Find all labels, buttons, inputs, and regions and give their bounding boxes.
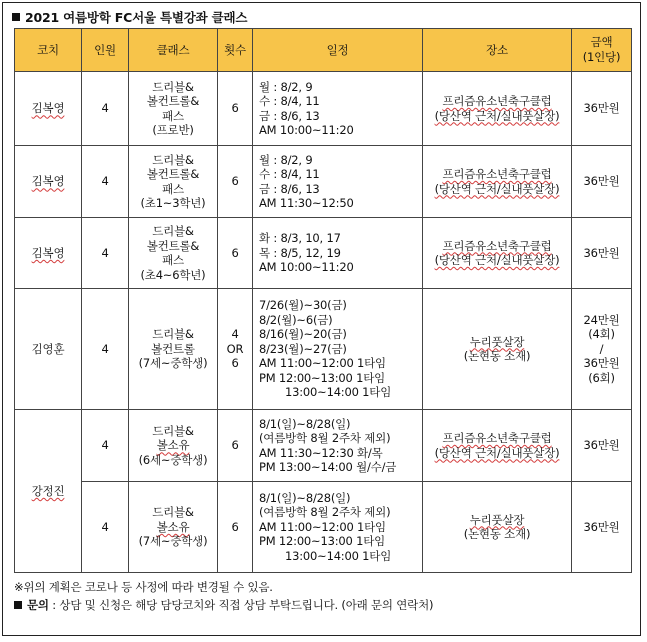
table-row	[15, 410, 632, 482]
header-class: 클래스	[129, 29, 218, 72]
inquiry-label: 문의	[27, 598, 49, 612]
count-cell: 4	[82, 410, 129, 482]
place-cell: 누리풋살장 (논현동 소재)	[423, 482, 572, 573]
table-row	[15, 218, 632, 289]
price-cell: 36만원	[572, 146, 632, 218]
place-cell: 프리즘유소년축구클럽 (당산역 근처/실내풋살장)	[423, 410, 572, 482]
schedule-cell: 월 : 8/2, 9 수 : 8/4, 11 금 : 8/6, 13 AM 11:30~12:50	[253, 146, 423, 218]
price-cell: 36만원	[572, 72, 632, 146]
count-cell: 4	[82, 146, 129, 218]
class-cell: 드리블& 볼컨트롤& 패스 (초1~3학년)	[129, 146, 218, 218]
coach-cell: 김복영	[15, 218, 82, 289]
count-cell: 4	[82, 72, 129, 146]
count-cell: 4	[82, 218, 129, 289]
class-cell: 드리블& 볼컨트롤 (7세~중학생)	[129, 289, 218, 410]
schedule-cell: 8/1(일)~8/28(일) (여름방학 8월 2주차 제외) AM 11:00~12:00 1타임 PM 12:00~13:00 1타임 13:00~14:00 1타임	[253, 482, 423, 573]
coach-cell: 강정진	[15, 410, 82, 573]
schedule-table	[14, 28, 632, 573]
times-cell: 6	[218, 146, 253, 218]
times-cell: 6	[218, 72, 253, 146]
price-cell: 24만원 (4회) / 36만원 (6회)	[572, 289, 632, 410]
place-cell: 프리즘유소년축구클럽 (당산역 근처/실내풋살장)	[423, 146, 572, 218]
header-place: 장소	[423, 29, 572, 72]
inquiry-text: : 상담 및 신청은 해당 담당코치와 직접 상담 부탁드립니다. (아래 문의 연락처)	[48, 598, 434, 612]
square-bullet-icon	[12, 13, 20, 21]
price-cell: 36만원	[572, 218, 632, 289]
table-row	[15, 72, 632, 146]
schedule-cell: 월 : 8/2, 9 수 : 8/4, 11 금 : 8/6, 13 AM 10:00~11:20	[253, 72, 423, 146]
header-price: 금액 (1인당)	[572, 29, 632, 72]
table-row	[15, 482, 632, 573]
header-times: 횟수	[218, 29, 253, 72]
schedule-cell: 7/26(월)~30(금) 8/2(월)~6(금) 8/16(월)~20(금) 8/23(월)~27(금) AM 11:00~12:00 1타임 PM 12:00~13:00 1타임 13:00~14:00 1타임	[253, 289, 423, 410]
footnotes	[14, 578, 433, 614]
table-header-row	[15, 29, 632, 72]
times-cell: 6	[218, 218, 253, 289]
count-cell: 4	[82, 482, 129, 573]
times-cell: 4 OR 6	[218, 289, 253, 410]
coach-cell: 김복영	[15, 72, 82, 146]
price-cell: 36만원	[572, 410, 632, 482]
table-row	[15, 146, 632, 218]
schedule-cell: 8/1(일)~8/28(일) (여름방학 8월 2주차 제외) AM 11:30~12:30 화/목 PM 13:00~14:00 월/수/금	[253, 410, 423, 482]
coach-cell: 김복영	[15, 146, 82, 218]
place-cell: 프리즘유소년축구클럽 (당산역 근처/실내풋살장)	[423, 218, 572, 289]
inquiry-note	[14, 596, 433, 614]
header-schedule: 일정	[253, 29, 423, 72]
header-count: 인원	[82, 29, 129, 72]
times-cell: 6	[218, 410, 253, 482]
place-cell: 프리즘유소년축구클럽 (당산역 근처/실내풋살장)	[423, 72, 572, 146]
class-cell: 드리블& 볼컨트롤& 패스 (프로반)	[129, 72, 218, 146]
count-cell: 4	[82, 289, 129, 410]
price-cell: 36만원	[572, 482, 632, 573]
place-cell: 누리풋살장 (논현동 소재)	[423, 289, 572, 410]
change-note: ※위의 계획은 코로나 등 사정에 따라 변경될 수 있음.	[14, 580, 273, 594]
class-title-text: 2021 여름방학 FC서울 특별강좌 클래스	[25, 10, 248, 25]
class-title	[12, 8, 247, 26]
times-cell: 6	[218, 482, 253, 573]
header-coach: 코치	[15, 29, 82, 72]
class-cell: 드리블& 볼컨트롤& 패스 (초4~6학년)	[129, 218, 218, 289]
coach-cell: 김영훈	[15, 289, 82, 410]
schedule-cell: 화 : 8/3, 10, 17 목 : 8/5, 12, 19 AM 10:00~11:20	[253, 218, 423, 289]
square-bullet-icon	[14, 601, 22, 609]
class-cell: 드리블& 볼소유 (6세~중학생)	[129, 410, 218, 482]
table-row	[15, 289, 632, 410]
class-cell: 드리블& 볼소유 (7세~중학생)	[129, 482, 218, 573]
